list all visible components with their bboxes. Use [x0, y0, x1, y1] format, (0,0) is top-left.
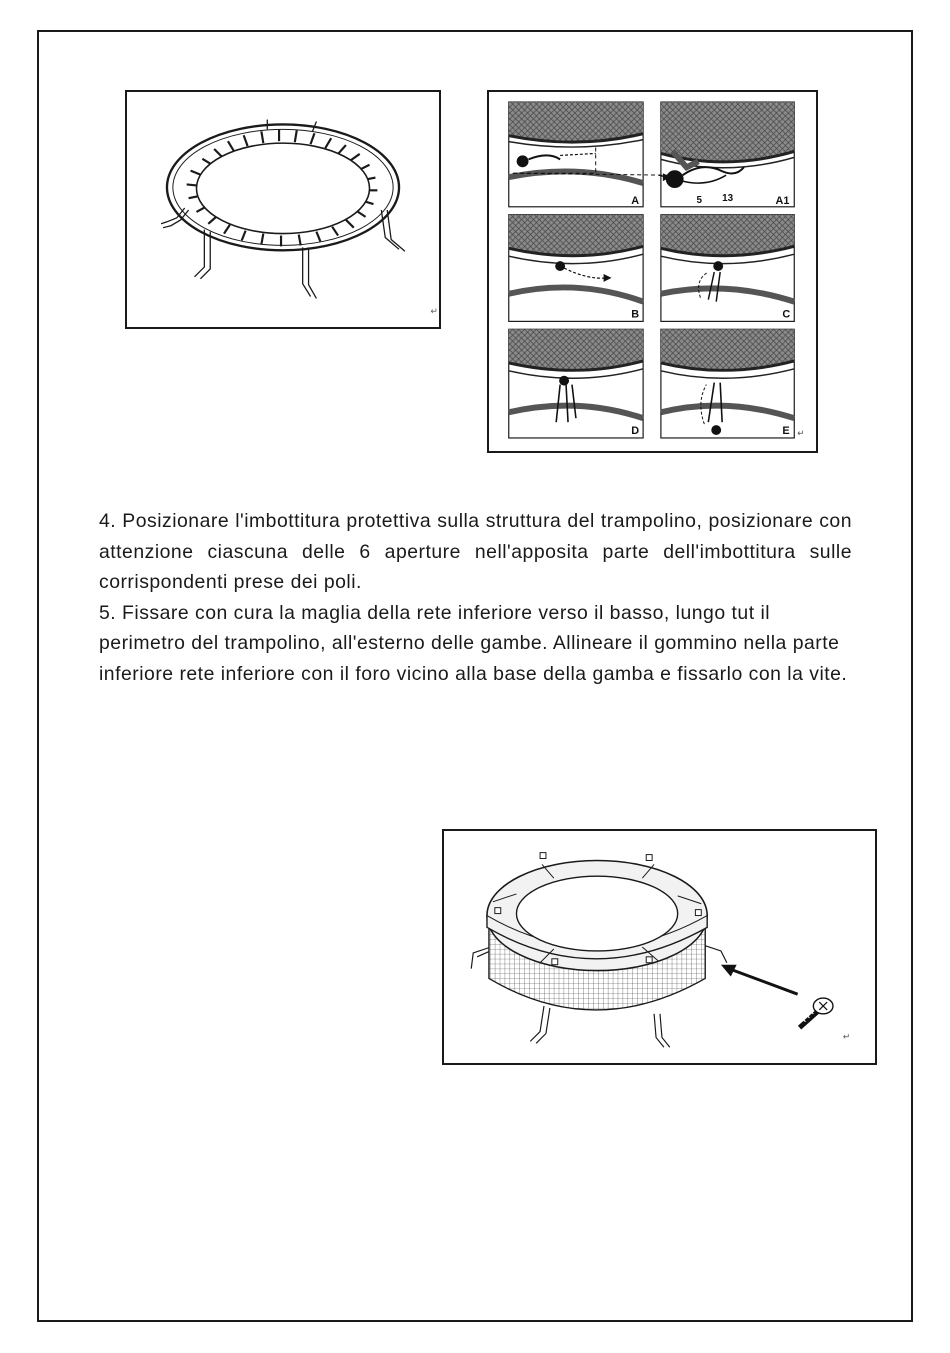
- trampoline-frame-figure: [125, 90, 441, 329]
- step-5-text: 5. Fissare con cura la maglia della rete inferiore verso il basso, lungo tut il perimetro del trampolino, all'esterno delle gambe. Allineare il gommino nella parte inferiore rete inferiore con il foro vicino alla base della gamba e fissarlo con la vite.: [99, 601, 848, 685]
- panel-letter-d: D: [631, 425, 640, 438]
- step-4-text: 4. Posizionare l'imbottitura protettiva sulla struttura del trampolino, posizionare con attenzione ciascuna delle 6 aperture nell'apposita parte dell'imbottitura sulle corrispondenti prese dei poli.: [99, 510, 852, 593]
- panel-letter-c: C: [782, 308, 791, 321]
- net-attach-steps-figure: [487, 90, 818, 453]
- panel-a1: [659, 102, 794, 207]
- screw-icon: [800, 998, 833, 1027]
- panel-letter-a: A: [631, 194, 640, 207]
- instructions-text: [99, 506, 852, 689]
- net-attach-steps-illustration: [489, 92, 816, 451]
- panel-letter-b: B: [631, 308, 640, 321]
- return-mark: ↵: [842, 1032, 851, 1043]
- panel-d: [509, 329, 643, 437]
- callout-5: 5: [696, 194, 702, 206]
- panel-b: [509, 215, 643, 321]
- return-mark: ↵: [430, 307, 438, 318]
- return-mark: ↵: [797, 428, 805, 439]
- panel-letter-e: E: [782, 425, 790, 438]
- panel-c: [661, 215, 794, 321]
- callout-13: 13: [722, 192, 734, 204]
- panel-letter-a1: A1: [775, 194, 790, 207]
- panel-e: [661, 329, 794, 437]
- padding-screw-illustration: [444, 831, 875, 1063]
- padding-screw-figure: [442, 829, 877, 1065]
- trampoline-frame-illustration: [127, 92, 439, 327]
